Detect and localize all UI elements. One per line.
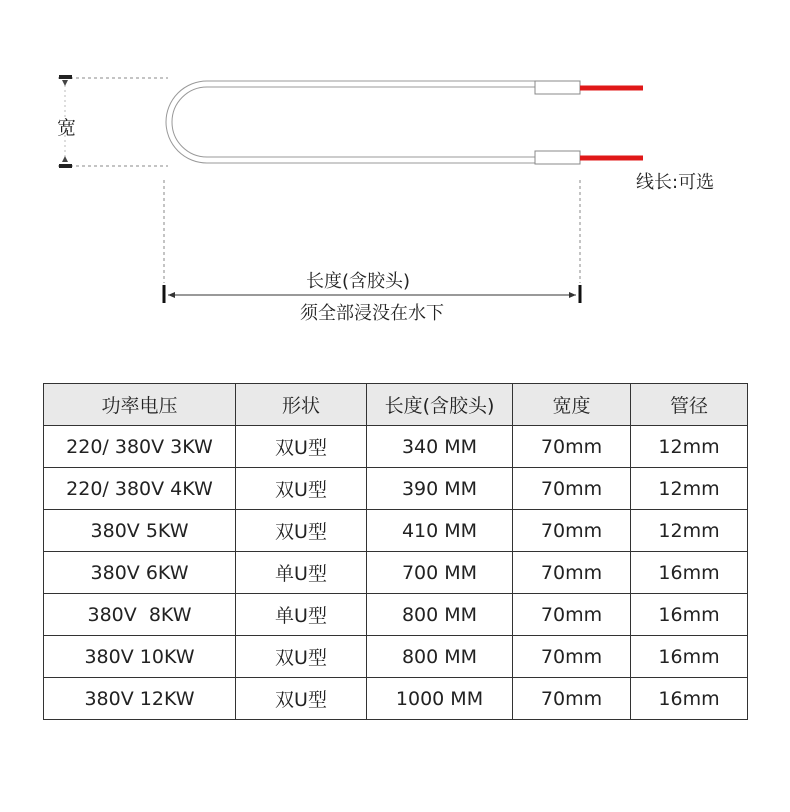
header-length: 长度(含胶头): [367, 384, 513, 426]
cell-power-voltage: 380V 12KW: [44, 678, 236, 720]
cell-tube-diameter: 16mm: [631, 594, 748, 636]
terminal-bottom: [535, 151, 580, 164]
cell-length: 1000 MM: [367, 678, 513, 720]
spec-table: [43, 383, 748, 720]
cell-tube-diameter: 16mm: [631, 678, 748, 720]
cell-length: 800 MM: [367, 594, 513, 636]
width-bottom-arrow: [62, 156, 68, 162]
cell-width: 70mm: [513, 552, 631, 594]
cell-width: 70mm: [513, 426, 631, 468]
cell-shape: 双U型: [236, 636, 367, 678]
wire-length-label: 线长:可选: [636, 172, 715, 193]
cell-power-voltage: 380V 6KW: [44, 552, 236, 594]
cell-tube-diameter: 12mm: [631, 510, 748, 552]
header-tube-diameter: 管径: [631, 384, 748, 426]
table-row: [44, 468, 748, 510]
length-left-arrow: [168, 292, 175, 298]
length-label: 长度(含胶头): [305, 271, 411, 292]
u-tube: [169, 84, 535, 160]
cell-shape: 单U型: [236, 594, 367, 636]
spec-table-header-row: [44, 384, 748, 426]
table-row: [44, 678, 748, 720]
length-right-arrow: [569, 292, 576, 298]
u-tube-inner: [169, 84, 535, 160]
cell-width: 70mm: [513, 510, 631, 552]
table-row: [44, 426, 748, 468]
cell-tube-diameter: 12mm: [631, 468, 748, 510]
width-label: 宽: [57, 117, 77, 139]
cell-power-voltage: 220/ 380V 3KW: [44, 426, 236, 468]
cell-length: 410 MM: [367, 510, 513, 552]
cell-shape: 双U型: [236, 426, 367, 468]
header-width: 宽度: [513, 384, 631, 426]
cell-shape: 双U型: [236, 678, 367, 720]
cell-width: 70mm: [513, 636, 631, 678]
cell-tube-diameter: 16mm: [631, 552, 748, 594]
cell-length: 390 MM: [367, 468, 513, 510]
cell-length: 700 MM: [367, 552, 513, 594]
table-row: [44, 636, 748, 678]
cell-length: 340 MM: [367, 426, 513, 468]
submerge-note: 须全部浸没在水下: [300, 303, 444, 324]
cell-shape: 单U型: [236, 552, 367, 594]
cell-shape: 双U型: [236, 468, 367, 510]
width-top-arrow: [62, 80, 68, 86]
heating-element-diagram: [0, 0, 790, 340]
cell-tube-diameter: 16mm: [631, 636, 748, 678]
cell-power-voltage: 220/ 380V 4KW: [44, 468, 236, 510]
width-top-marker: [59, 75, 72, 79]
cell-shape: 双U型: [236, 510, 367, 552]
header-power-voltage: 功率电压: [44, 384, 236, 426]
cell-width: 70mm: [513, 468, 631, 510]
width-bottom-marker: [59, 164, 72, 168]
table-row: [44, 510, 748, 552]
terminal-top: [535, 81, 580, 94]
cell-width: 70mm: [513, 678, 631, 720]
cell-power-voltage: 380V 10KW: [44, 636, 236, 678]
cell-power-voltage: 380V 8KW: [44, 594, 236, 636]
cell-width: 70mm: [513, 594, 631, 636]
header-shape: 形状: [236, 384, 367, 426]
cell-power-voltage: 380V 5KW: [44, 510, 236, 552]
cell-length: 800 MM: [367, 636, 513, 678]
table-row: [44, 594, 748, 636]
cell-tube-diameter: 12mm: [631, 426, 748, 468]
table-row: [44, 552, 748, 594]
